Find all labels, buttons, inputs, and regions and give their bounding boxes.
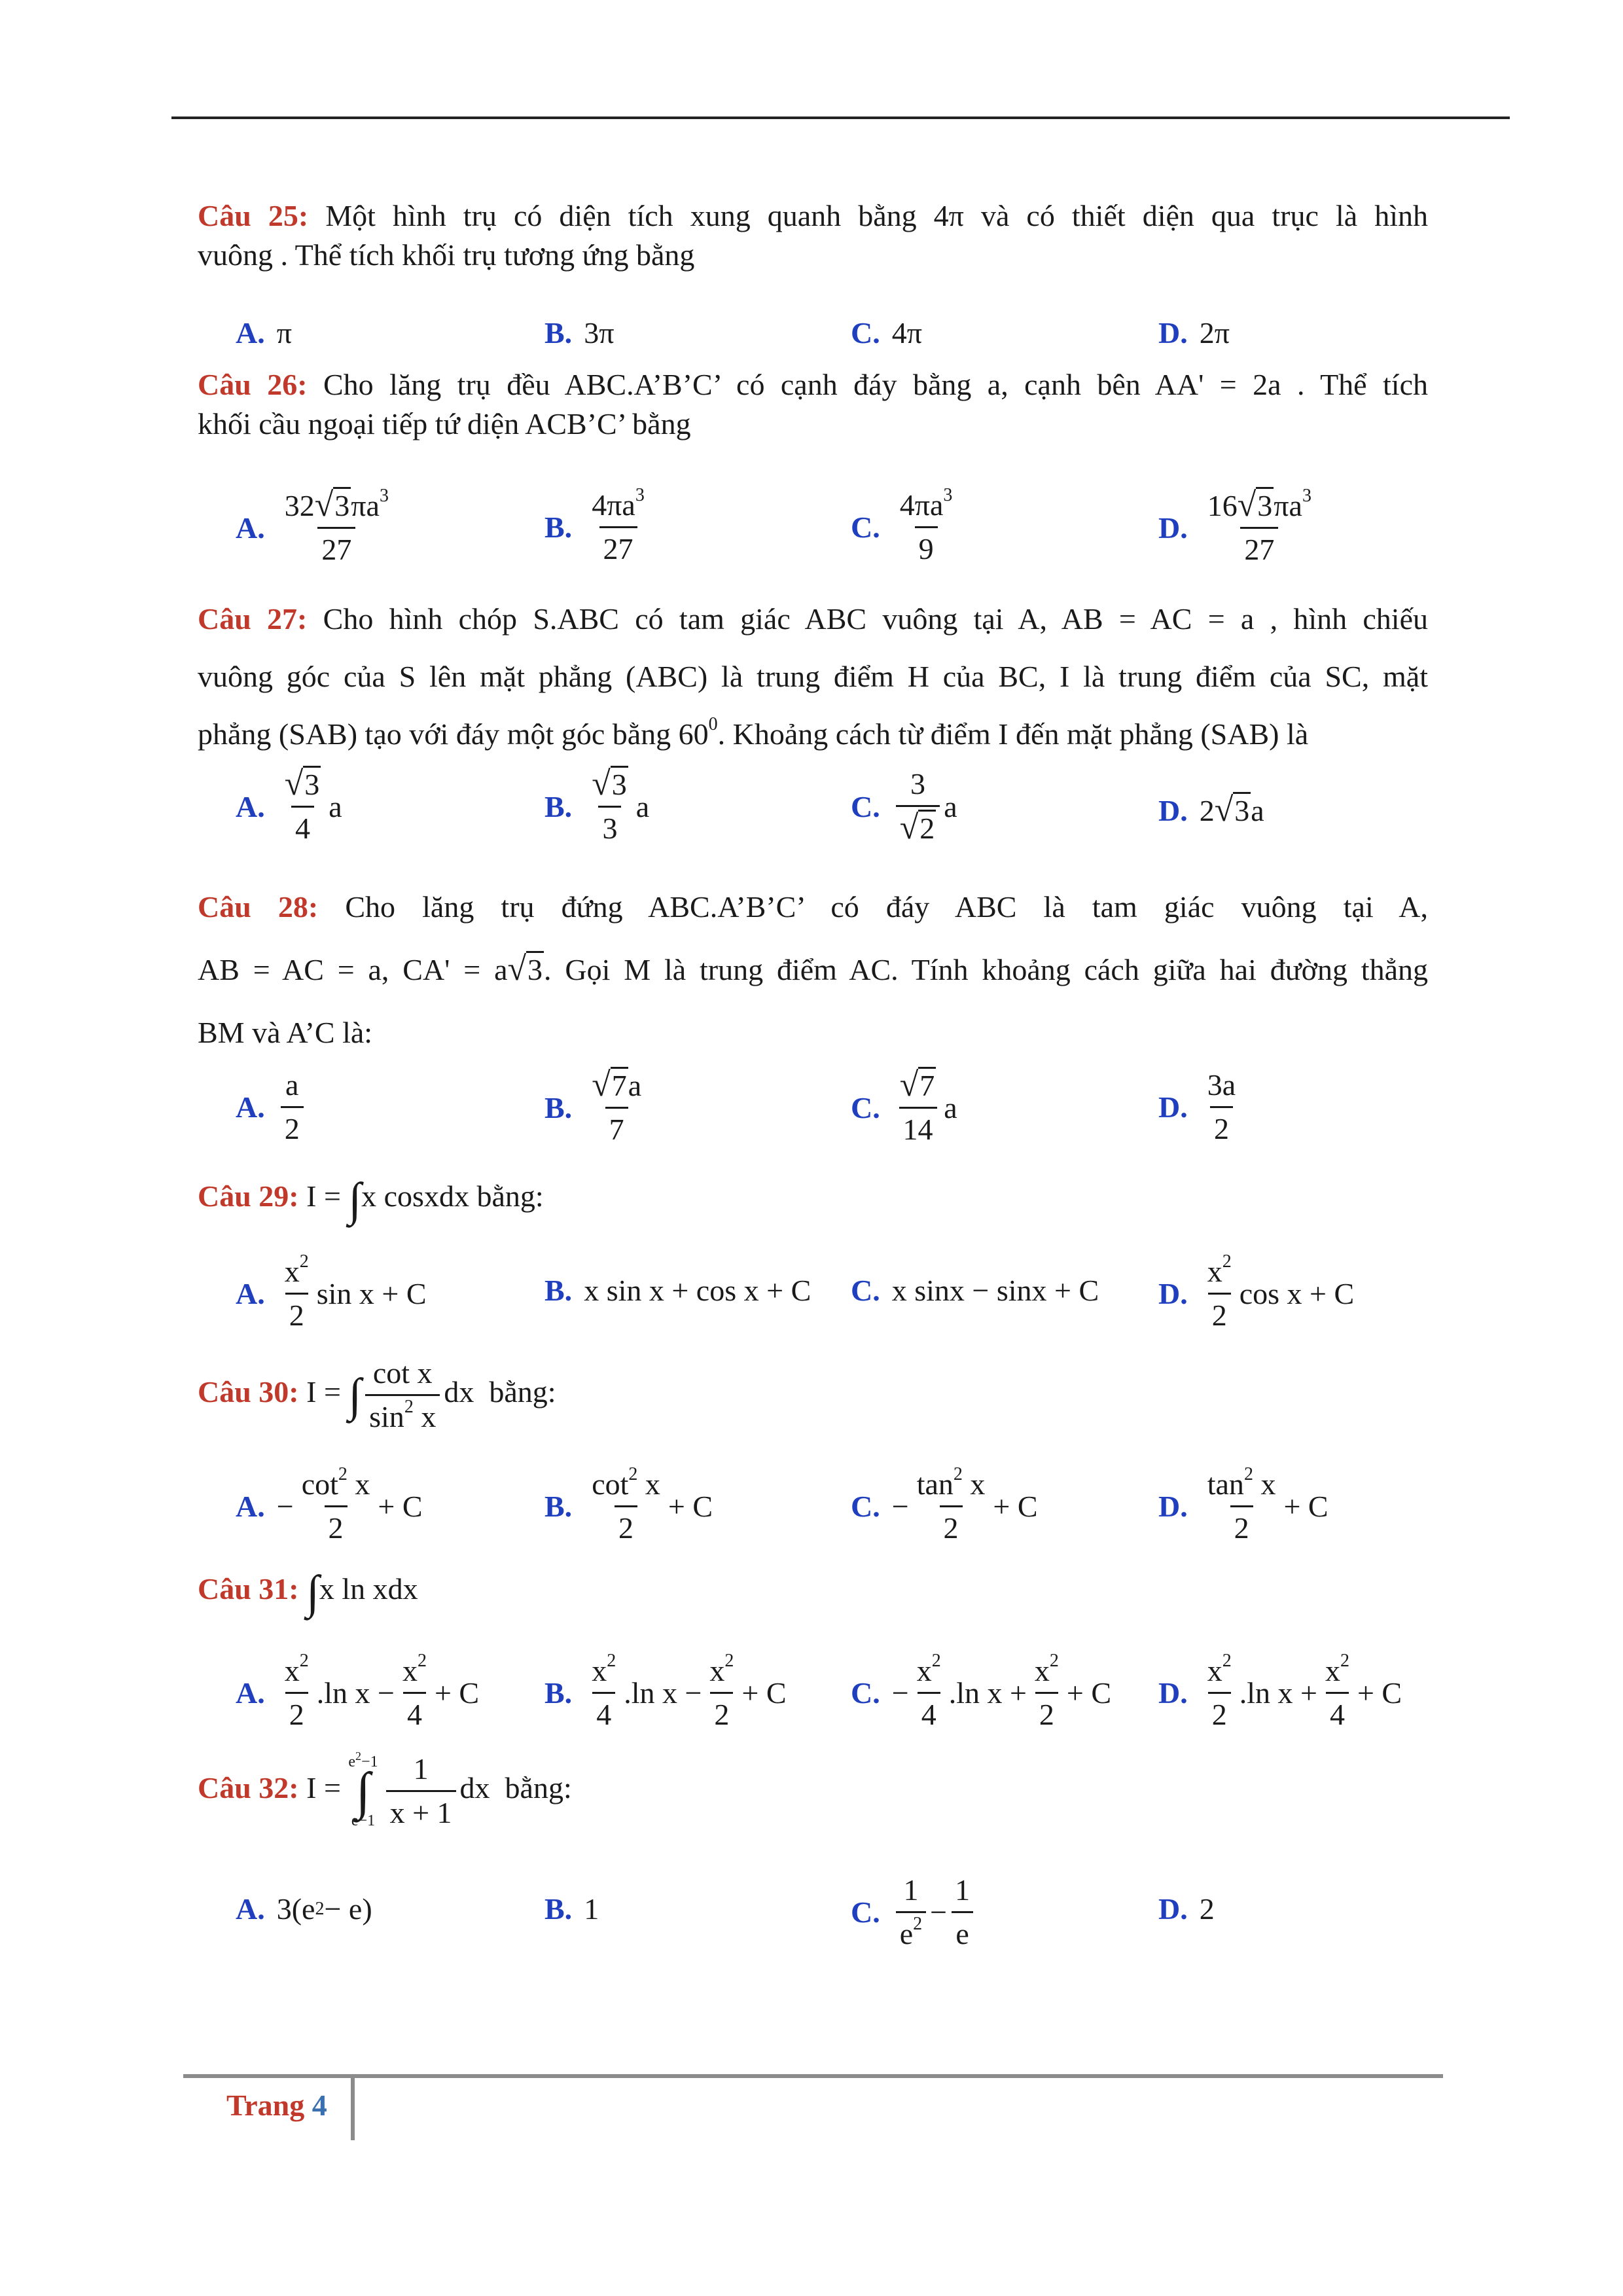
options-26: A. 32 √ 3 $\pi a^3$ 27 B. $\frac{4\pi a^3}{27}$ C. $\frac{4\pi a^3}{9}$ D. 16 √ 3 $\pi a^3$ 27 <box>236 487 1479 572</box>
definite-integral: $e^2-1$ ∫ e−1 <box>348 1749 378 1829</box>
options-30: A. − $\frac{\cot^2 x}{2}$ + C B. $\frac{\cot^2 x}{2}$ + C C. − $\frac{\tan^2 x}{2}$ + C D. $\frac{\tan^2 x}{2}$ + C <box>236 1466 1479 1551</box>
question-28: Câu 28: Cho lăng trụ đứng ABC.A’B’C’ có đáy ABC là tam giác vuông tại A, AB = AC = a, CA' = a √ 3 . Gọi M là trung điểm AC. Tính khoảng cách giữa hai đường thẳng BM và A’C là: <box>198 890 1429 1049</box>
integral-icon: ∫ <box>348 1173 362 1226</box>
question-31: Câu 31: ∫x ln xdx <box>198 1566 418 1619</box>
question-27: Câu 27: Cho hình chóp S.ABC có tam giác ABC vuông tại A, AB = AC = a , hình chiếu vuông góc của S lên mặt phẳng (ABC) là trung điểm H của BC, I là trung điểm của SC, mặt phẳng (SAB) tạo với đáy một góc bằng $60^0$. Khoảng cách từ điểm I đến mặt phẳng (SAB) là <box>198 602 1429 751</box>
header-rule <box>171 117 1510 119</box>
page-footer: Trang 4 <box>226 2089 327 2122</box>
question-29: Câu 29: I = ∫x cosxdx bằng: <box>198 1173 544 1226</box>
question-30: Câu 30: I = ∫ $\frac{\text{cot x}}{\sin^2 x}$ dx bằng: <box>198 1355 1428 1435</box>
question-26: Câu 26: Cho lăng trụ đều ABC.A’B’C’ có cạnh đáy bằng a, cạnh bên AA' = 2a . Thể tích khối cầu ngoại tiếp tứ diện ACB’C’ bằng <box>198 368 1428 440</box>
options-32: A. 3 (e 2 − e) B. 1 C. $\frac{1}{e^2}$ − $\frac{1}{e}$ D. 2 <box>236 1872 1479 1957</box>
question-32: Câu 32: I = $e^2-1$ ∫ e−1 $\frac{1}{x + 1}$ dx bằng: <box>198 1751 1428 1831</box>
footer-rule <box>183 2074 1443 2078</box>
integral-icon: ∫ <box>356 1762 370 1820</box>
options-25: A. π B. 3π C. 4π D. 2π <box>236 316 1230 350</box>
options-29: A. $\frac{x^2}{2}$ sin x + C B. x sin x + cos x + C C. x sinx − sinx + C D. $\frac{x^2}{2}$ cos x + C <box>236 1253 1479 1338</box>
options-27: A. √ 3 4 a B. √ 3 3 a C. 3 √ 2 a D. 2 √ 3 a <box>236 765 1264 846</box>
footer-divider <box>351 2078 355 2140</box>
integral-icon: ∫ <box>348 1369 362 1422</box>
integral-icon: ∫ <box>306 1566 319 1619</box>
options-28: A. $\frac{a}{2}$ B. √ 7 a 7 C. √ 7 14 a D. $\frac{3a}{2}$ <box>236 1067 1479 1152</box>
options-31: A. $\frac{x^2}{2}$ .ln x − $\frac{x^2}{4}$ + C B. $\frac{x^2}{4}$ .ln x − $\frac{x^2}{2}$ + C C. − $\frac{x^2}{4}$ .ln x + $\frac{x^2}{2}$ + C D. $\frac{x^2}{2}$ .ln x + $\frac{x^2}{4}$ + C <box>236 1653 1479 1738</box>
question-25: Câu 25: Một hình trụ có diện tích xung quanh bằng 4π và có thiết diện qua trục là hình vuông . Thể tích khối trụ tương ứng bằng <box>198 199 1428 272</box>
